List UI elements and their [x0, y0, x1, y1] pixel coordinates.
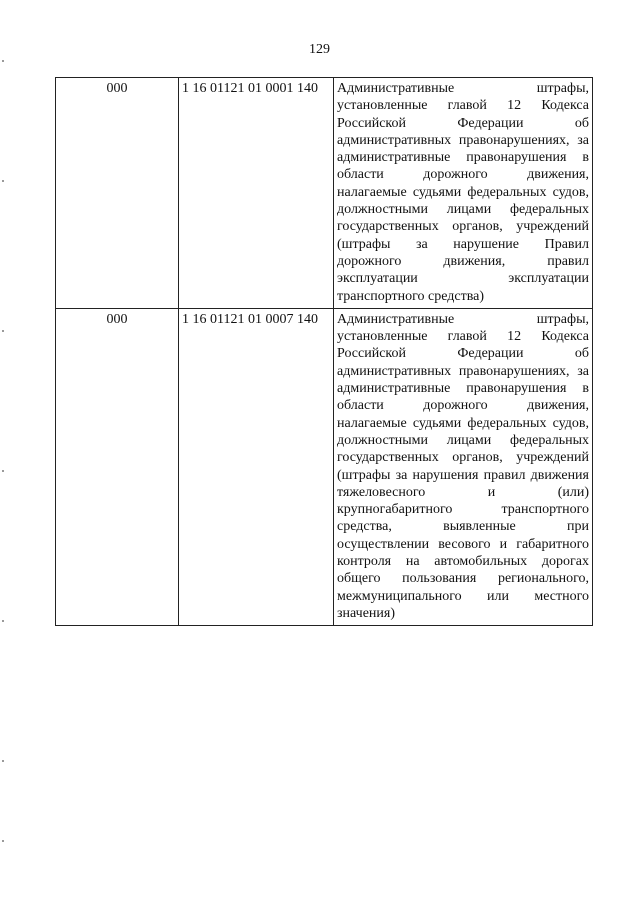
- scan-edge-marks: [0, 0, 8, 905]
- kbk-code-cell: 1 16 01121 01 0001 140: [179, 78, 334, 309]
- description-cell: [334, 78, 593, 309]
- admin-code-cell: 000: [56, 78, 179, 309]
- kbk-code-cell: 1 16 01121 01 0007 140: [179, 308, 334, 625]
- admin-code-cell: 000: [56, 308, 179, 625]
- table-row: [56, 78, 593, 309]
- description-text: Административные штрафы, установленные главой 12 Кодекса Российской Федерации об административных правонарушениях, за административные правонарушения в области дорожного движения, налагаемые судьями федеральных судов, должностными лицами федеральных государственных органов, учреждений (штрафы за нарушение Правил дорожного движения, правил эксплуатации эксплуатации транспортного средства): [337, 81, 589, 304]
- description-cell: [334, 308, 593, 625]
- description-text: Административные штрафы, установленные главой 12 Кодекса Российской Федерации об административных правонарушениях, за административные правонарушения в области дорожного движения, налагаемые судьями федеральных судов, должностными лицами федеральных государственных органов, учреждений (штрафы за нарушения правил движения тяжеловесного и (или) крупногабаритного транспортного средства, выявленные при осуществлении весового и габаритного контроля на автомобильных дорогах общего пользования регионального, межмуниципального или местного значения): [337, 311, 589, 621]
- table-row: [56, 308, 593, 625]
- budget-codes-table: [55, 77, 593, 626]
- page-number: 129: [309, 42, 330, 57]
